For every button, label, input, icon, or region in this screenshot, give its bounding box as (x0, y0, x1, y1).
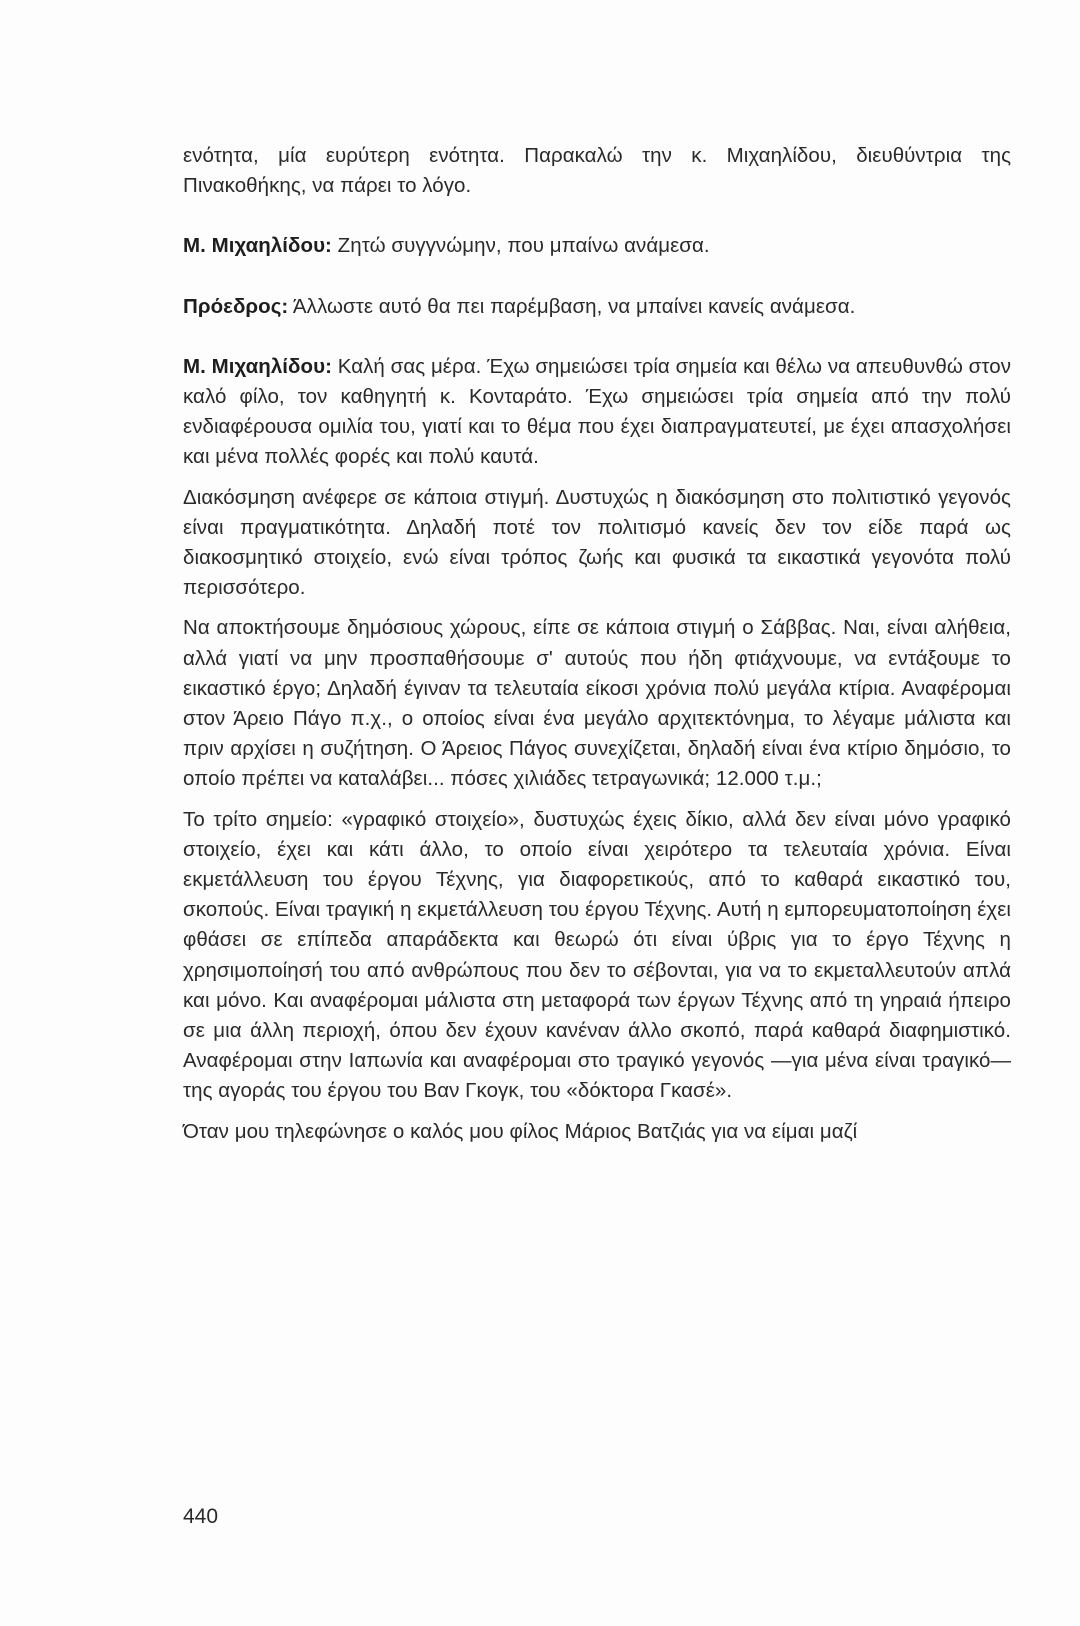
speaker-label: Πρόεδρος: (183, 294, 289, 318)
paragraph-diakosmisi (183, 483, 1011, 604)
paragraph-text: Άλλωστε αυτό θα πει παρέμβαση, να μπαίνει κανείς ανάμεσα. (288, 294, 856, 318)
document-body (183, 141, 1011, 1147)
paragraph-intro (183, 141, 1011, 201)
paragraph-text: Να αποκτήσουμε δημόσιους χώρους, είπε σε κάποια στιγμή ο Σάββας. Ναι, είναι αλήθεια, αλλά γιατί να μην προσπαθήσουμε σ' αυτούς που ήδη φτιάχνουμε, να εντάξουμε το εικαστικό έργο; Δηλαδή έγιναν τα τελευταία είκοσι χρόνια πολύ μεγάλα κτίρια. Αναφέρομαι στον Άρειο Πάγο π.χ., ο οποίος είναι ένα μεγάλο αρχιτεκτόνημα, το λέγαμε μάλιστα και πριν αρχίσει η συζήτηση. Ο Άρειος Πάγος συνεχίζεται, δηλαδή είναι ένα κτίριο δημόσιο, το οποίο πρέπει να καταλάβει... πόσες χιλιάδες τετραγωνικά; 12.000 τ.μ.; (183, 616, 1011, 791)
page-number: 440 (183, 1505, 219, 1528)
paragraph-dimosioi-xoroi (183, 613, 1011, 794)
paragraph-text: Διακόσμηση ανέφερε σε κάποια στιγμή. Δυστυχώς η διακόσμηση στο πολιτιστικό γεγονός είναι πραγματικότητα. Δηλαδή ποτέ τον πολιτισμό κανείς δεν τον είδε παρά ως διακοσμητικό στοιχείο, ενώ είναι τρόπος ζωής και φυσικά τα εικαστικά γεγονότα πολύ περισσότερο. (183, 485, 1011, 600)
paragraph-text: ενότητα, μία ευρύτερη ενότητα. Παρακαλώ την κ. Μιχαηλίδου, διευθύντρια της Πινακοθήκης, να πάρει το λόγο. (183, 144, 1011, 198)
paragraph-text: Ζητώ συγγνώμην, που μπαίνω ανάμεσα. (331, 234, 710, 258)
paragraph-text: Όταν μου τηλεφώνησε ο καλός μου φίλος Μάριος Βατζιάς για να είμαι μαζί (183, 1119, 858, 1143)
paragraph-text: Καλή σας μέρα. Έχω σημειώσει τρία σημεία και θέλω να απευθυνθώ στον καλό φίλο, τον καθηγητή κ. Κονταράτο. Έχω σημειώσει τρία σημεία από την πολύ ενδιαφέρουσα ομιλία του, γιατί και το θέμα που έχει διαπραγματευτεί, με έχει απασχολήσει και μένα πολλές φορές και πολύ καυτά. (183, 354, 1011, 469)
speaker-label: Μ. Μιχαηλίδου: (183, 354, 332, 378)
paragraph-proedros (183, 292, 1011, 322)
paragraph-text: Το τρίτο σημείο: «γραφικό στοιχείο», δυστυχώς έχεις δίκιο, αλλά δεν είναι μόνο γραφικό στοιχείο, έχει και κάτι άλλο, το οποίο είναι χειρότερο τα τελευταία χρόνια. Είναι εκμετάλλευση του έργου Τέχνης, για διαφορετικούς, από το καθαρά εικαστικό του, σκοπούς. Είναι τραγική η εκμετάλλευση του έργου Τέχνης. Αυτή η εμπορευματοποίηση έχει φθάσει σε επίπεδα απαράδεκτα και θεωρώ ότι είναι ύβρις για το έργο Τέχνης η χρησιμοποίησή του από ανθρώπους που δεν το σέβονται, για να το εκμεταλλευτούν απλά και μόνο. Και αναφέρομαι μάλιστα στη μεταφορά των έργων Τέχνης από τη γηραιά ήπειρο σε μια άλλη περιοχή, όπου δεν έχουν κανέναν άλλο σκοπό, παρά καθαρά διαφημιστικό. Αναφέρομαι στην Ιαπωνία και αναφέρομαι στο τραγικό γεγονός —για μένα είναι τραγικό— της αγοράς του έργου του Βαν Γκογκ, του «δόκτορα Γκασέ». (183, 807, 1011, 1103)
paragraph-otan (183, 1117, 1011, 1147)
speaker-label: Μ. Μιχαηλίδου: (183, 234, 332, 258)
paragraph-michailidou-2 (183, 352, 1011, 473)
paragraph-michailidou-1 (183, 231, 1011, 261)
paragraph-trito-simeio (183, 805, 1011, 1107)
